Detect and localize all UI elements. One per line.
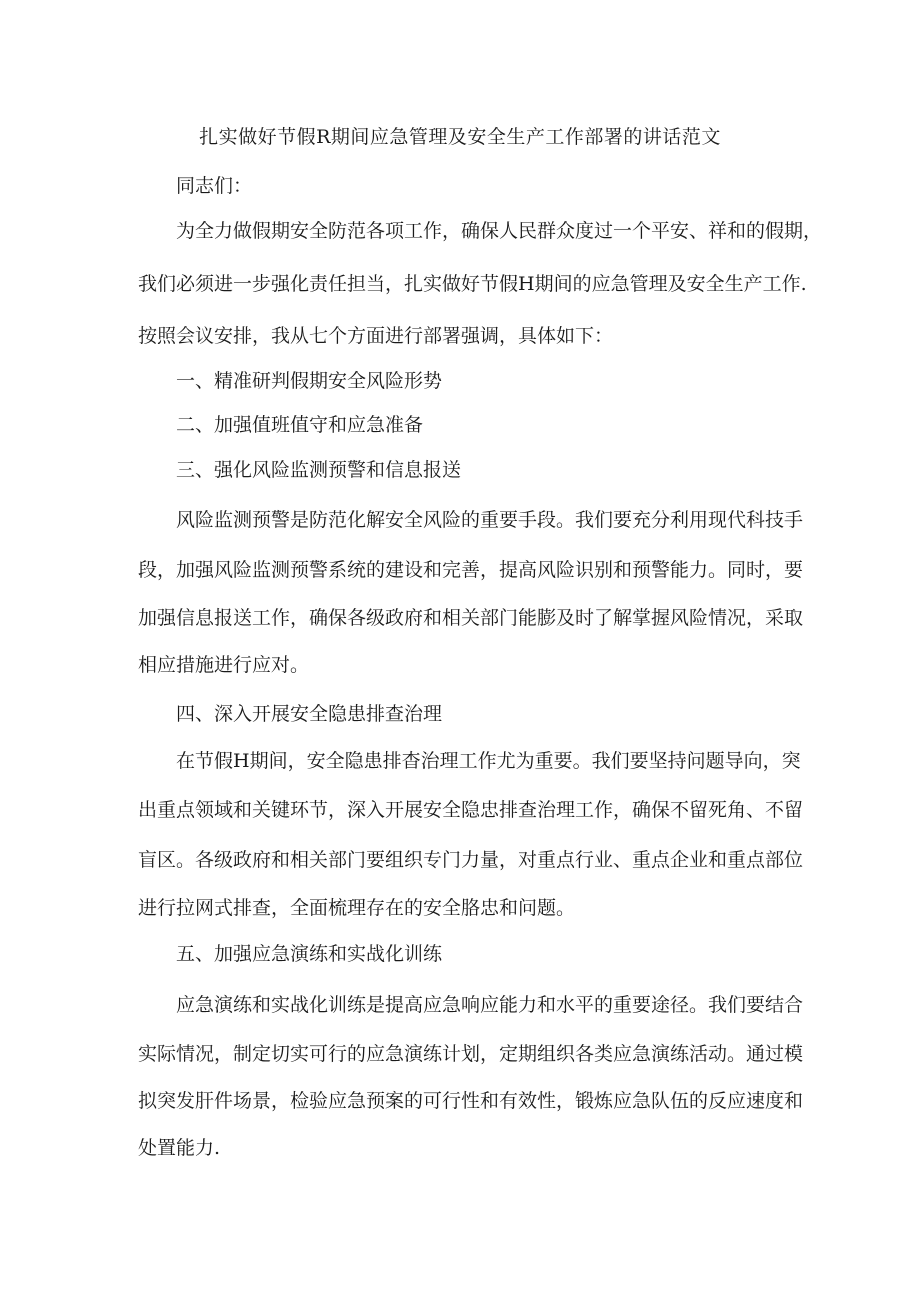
section-heading-2: 二、加强值班值守和应急准备	[176, 414, 424, 436]
section-5-line-4: 处置能力.	[138, 1137, 221, 1159]
section-3-line-4: 相应措施进行应对。	[138, 654, 310, 676]
section-5-line-1: 应急演练和实战化训练是提高应急响应能力和水平的重要途径。我们要结合	[176, 994, 804, 1016]
section-3-line-3: 加强信息报送工作，确保各级政府和相关部门能膨及时了解掌握风险情况，采取	[138, 607, 804, 629]
section-5-line-2: 实际情况，制定切实可行的应急演练计划，定期组织各类应急演练活动。通过模	[138, 1043, 804, 1065]
section-4-line-1: 在节假H期间，安全隐患排杳治理工作尤为重要。我们要坚持问题导向，突	[176, 750, 801, 772]
intro-line-2: 我们必须进一步强化责任担当，扎实做好节假H期间的应急管理及安全生产工作.	[138, 273, 807, 295]
section-5-line-3: 拟突发肝件场景，检验应急预案的可行性和有效性，锻炼应急队伍的反应速度和	[138, 1090, 804, 1112]
section-heading-3: 三、强化风险监测预警和信息报送	[176, 459, 462, 481]
document-title: 扎实做好节假R期间应急管理及安全生产工作部署的讲话范文	[199, 126, 721, 148]
section-4-line-3: 盲区。各级政府和相关部门要组织专门力量，对重点行业、重点企业和重点部位	[138, 849, 804, 871]
section-3-line-1: 风险监测预警是防范化解安全风险的重要手段。我们要充分利用现代科技手	[176, 509, 804, 531]
intro-line-1: 为全力做假期安全防范各项工作，确保人民群众度过一个平安、祥和的假期，	[176, 220, 823, 242]
section-4-line-2: 出重点领域和关键环节，深入开展安全隐忠排查治理工作，确保不留死角、不留	[138, 799, 804, 821]
section-3-line-2: 段，加强风险监测预警系统的建设和完善，提高风险识别和预警能力。同时，要	[138, 559, 804, 581]
section-heading-5: 五、加强应急演练和实战化训练	[176, 943, 443, 965]
section-heading-1: 一、精准研判假期安全风险形势	[176, 370, 443, 392]
intro-line-3: 按照会议安排，我从七个方面进行部署强调，具体如下：	[138, 325, 614, 347]
section-heading-4: 四、深入开展安全隐患排查治理	[176, 703, 443, 725]
greeting: 同志们：	[176, 175, 253, 197]
section-4-line-4: 进行拉网式排查，全面梳理存在的安全胳忠和问题。	[138, 897, 576, 919]
